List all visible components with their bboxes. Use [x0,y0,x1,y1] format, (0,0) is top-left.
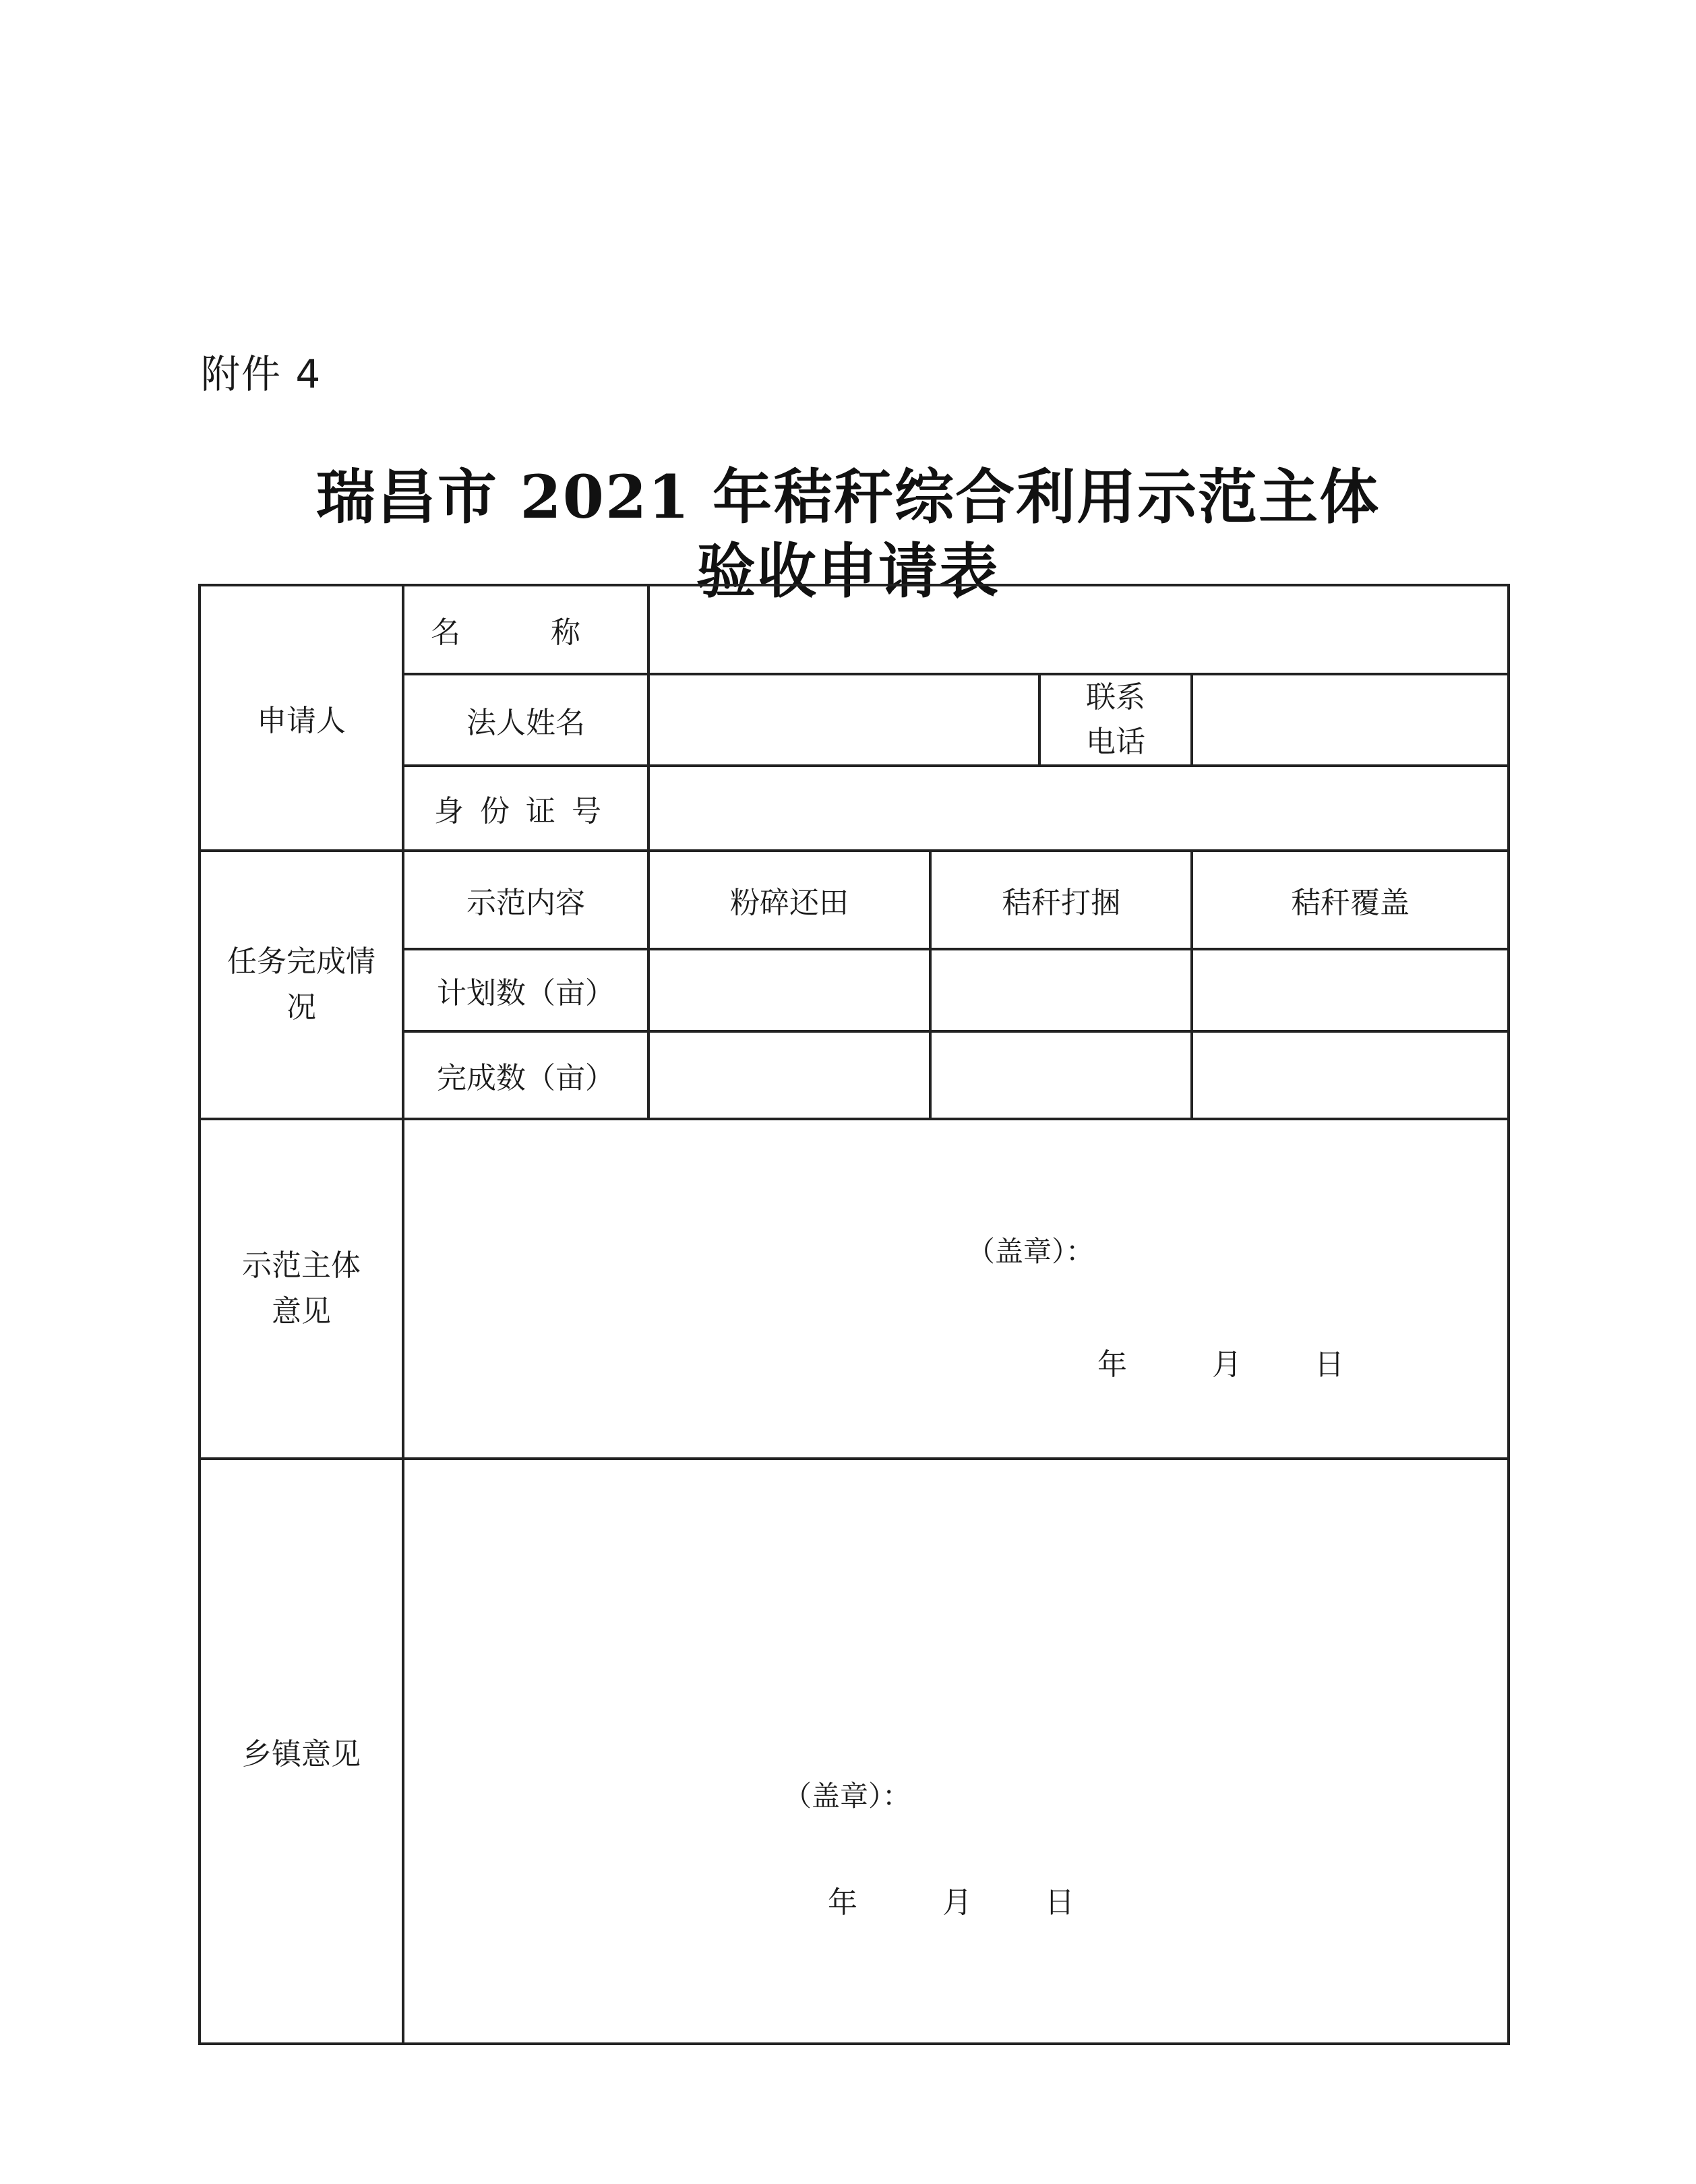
completed-label-cell [403,1031,648,1119]
planned-crush-cell[interactable] [648,949,930,1031]
completed-crush-cell[interactable] [648,1031,930,1119]
demo-opinion-label-line1: 示范主体 [242,1248,361,1283]
township-opinion-month: 月 [942,1885,972,1920]
column-cover-label: 秸秆覆盖 [1291,886,1410,920]
content-label-cell [403,851,648,949]
township-opinion-field[interactable] [403,1459,1509,2044]
form-title-line1: 瑞昌市 2021 年秸秆综合利用示范主体 [315,462,1381,532]
tasks-section-label-line1: 任务完成情 [227,944,375,979]
demo-opinion-month: 月 [1212,1347,1242,1382]
id-label: 身份证号 [434,794,617,828]
legal-person-label: 法人姓名 [466,706,585,740]
applicant-section-label: 申请人 [257,704,346,738]
township-opinion-label: 乡镇意见 [242,1737,361,1771]
id-value-cell[interactable] [648,766,1509,851]
row-demo-content [200,851,1509,949]
planned-label: 计划数（亩） [437,976,615,1010]
row-name [200,585,1509,674]
name-label: 名 称 [431,615,621,650]
township-opinion-day: 日 [1045,1885,1074,1920]
demo-opinion-day: 日 [1314,1347,1344,1382]
phone-label-line2: 电话 [1086,725,1145,759]
township-opinion-seal: （盖章）： [783,1780,911,1813]
column-header-bale [930,851,1192,949]
completed-cover-cell[interactable] [1192,1031,1509,1119]
application-form-table [198,584,1510,2045]
form-title-line2: 验收申请表 [696,536,1000,606]
phone-label-cell [1039,674,1192,766]
township-opinion-date [828,1878,1074,1921]
tasks-section-label-line2: 况 [286,990,316,1025]
column-bale-label: 秸秆打捆 [1002,886,1120,920]
completed-bale-cell[interactable] [930,1031,1192,1119]
applicant-section-cell [200,585,403,851]
planned-bale-cell[interactable] [930,949,1192,1031]
name-label-cell [403,585,648,674]
demo-opinion-date [1097,1340,1344,1383]
township-opinion-year: 年 [828,1885,857,1920]
completed-label: 完成数（亩） [437,1061,615,1095]
township-opinion-label-cell [200,1459,403,2044]
legal-person-value-cell[interactable] [648,674,1039,766]
legal-person-label-cell [403,674,648,766]
demo-opinion-label-line2: 意见 [272,1294,331,1329]
demo-opinion-label-cell [200,1119,403,1459]
column-header-cover [1192,851,1509,949]
row-demo-opinion [200,1119,1509,1459]
column-header-crush [648,851,930,949]
planned-cover-cell[interactable] [1192,949,1509,1031]
row-township-opinion [200,1459,1509,2044]
phone-value-cell[interactable] [1192,674,1509,766]
phone-label-line1: 联系 [1086,680,1145,715]
demo-opinion-seal: （盖章）： [967,1235,1095,1268]
demo-opinion-year: 年 [1097,1347,1127,1382]
tasks-section-cell [200,851,403,1119]
attachment-label: 附件 4 [201,351,322,397]
column-crush-label: 粉碎还田 [730,886,849,920]
demo-opinion-field[interactable] [403,1119,1509,1459]
id-label-cell [403,766,648,851]
name-value-cell[interactable] [648,585,1509,674]
content-label: 示范内容 [466,886,585,920]
planned-label-cell [403,949,648,1031]
